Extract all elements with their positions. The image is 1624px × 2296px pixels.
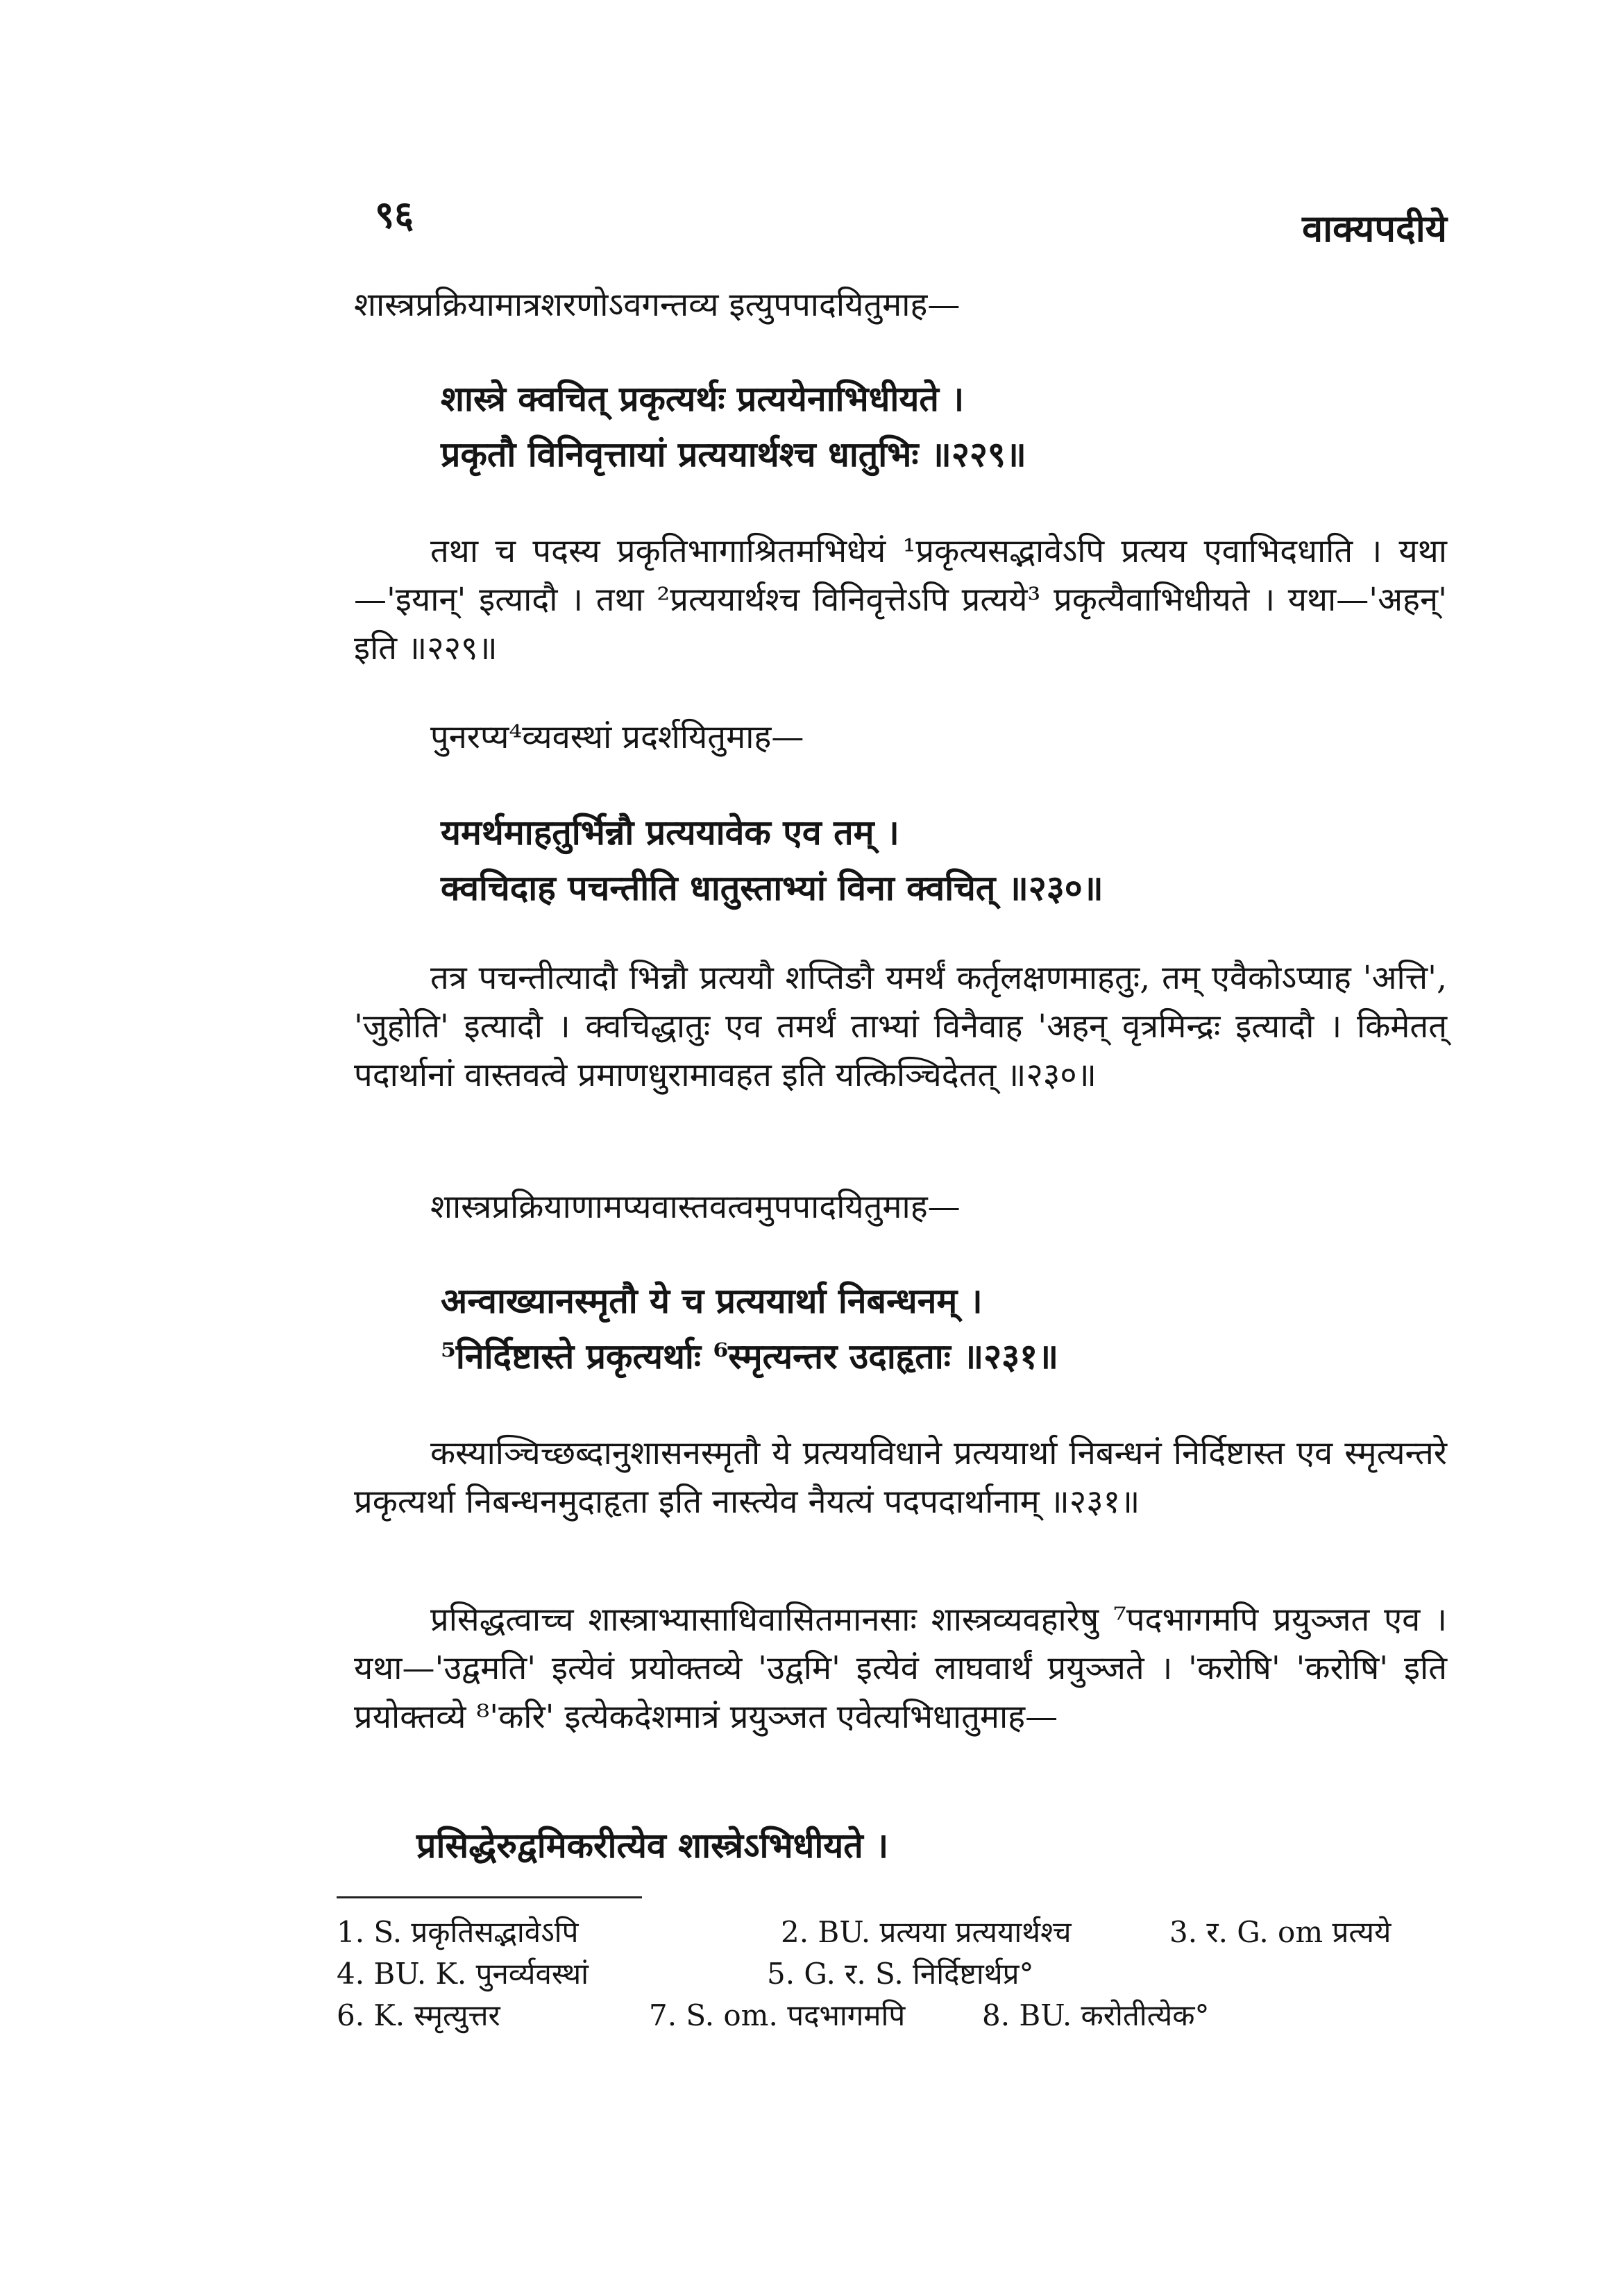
verse-229-line-2: प्रकृतौ विनिवृत्तायां प्रत्ययार्थश्च धातुभिः ॥२२९॥	[441, 434, 1026, 475]
verse-231-line-1: अन्वाख्यानस्मृतौ ये च प्रत्ययार्था निबन्धनम् ।	[441, 1280, 983, 1321]
footnote-1: 1. S. प्रकृतिसद्भावेऽपि	[337, 1915, 579, 1949]
footnote-7: 7. S. om. पदभागमपि	[649, 1998, 906, 2032]
verse-231-line-2: ⁵निर्दिष्टास्ते प्रकृत्यर्थाः ⁶स्मृत्यन्तर उदाहृताः ॥२३१॥	[441, 1336, 1059, 1377]
verse-229	[441, 371, 1026, 482]
verse-232	[416, 1818, 888, 1873]
verse-229-line-1: शास्त्रे क्वचित् प्रकृत्यर्थः प्रत्ययेनाभिधीयते ।	[441, 378, 965, 419]
verse-230-line-2: क्वचिदाह पचन्तीति धातुस्ताभ्यां विना क्वचित् ॥२३०॥	[441, 867, 1103, 908]
footnotes	[337, 1912, 1503, 2036]
footnote-4: 4. BU. K. पुनर्व्यवस्थां	[337, 1957, 589, 1991]
commentary-232: प्रसिद्धत्वाच्च शास्त्राभ्यासाधिवासितमानसाः शास्त्रव्यवहारेषु ⁷पदभागमपि प्रयुञ्जत एव । यथा—'उद्वमति' इत्येवं प्रयोक्तव्ये 'उद्वमि' इत्येवं लाघवार्थं प्रयुञ्जते । 'करोषि' 'करोषि' इति प्रयोक्तव्ये ⁸'करि' इत्येकदेशमात्रं प्रयुञ्जत एवेत्यभिधातुमाह—	[354, 1601, 1447, 1736]
footnote-2: 2. BU. प्रत्यया प्रत्ययार्थश्च	[781, 1915, 1072, 1949]
verse-231	[441, 1273, 1058, 1384]
intro-3: शास्त्रप्रक्रियाणामप्यवास्तवत्वमुपपादयितुमाह—	[430, 1188, 961, 1226]
commentary-229: तथा च पदस्य प्रकृतिभागाश्रितमभिधेयं ¹प्रकृत्यसद्भावेऽपि प्रत्यय एवाभिदधाति । यथा—'इयान्' इत्यादौ । तथा ²प्रत्ययार्थश्च विनिवृत्तेऽपि प्रत्यये³ प्रकृत्यैवाभिधीयते । यथा—'अहन्' इति ॥२२९॥	[354, 532, 1447, 667]
verse-230	[441, 805, 1103, 916]
verse-232-line-1: प्रसिद्धेरुद्वमिकरीत्येव शास्त्रेऽभिधीयते ।	[416, 1825, 889, 1866]
footnote-rule	[337, 1896, 642, 1898]
footnote-3: 3. र. G. om प्रत्यये	[1169, 1915, 1392, 1949]
intro-2: पुनरप्य⁴व्यवस्थां प्रदर्शयितुमाह—	[430, 718, 804, 756]
footnote-6: 6. K. स्मृत्युत्तर	[337, 1998, 500, 2032]
verse-230-line-1: यमर्थमाहतुर्भिन्नौ प्रत्ययावेक एव तम् ।	[441, 812, 899, 853]
footnote-row	[337, 1912, 1503, 1953]
footnote-8: 8. BU. करोतीत्येक°	[982, 1998, 1210, 2032]
footnote-5: 5. G. र. S. निर्दिष्टार्थप्र°	[767, 1957, 1034, 1991]
footnote-row	[337, 1953, 1503, 1995]
intro-1: शास्त्रप्रक्रियामात्रशरणोऽवगन्तव्य इत्युपपादयितुमाह—	[354, 286, 961, 324]
commentary-231: कस्याञ्चिच्छब्दानुशासनस्मृतौ ये प्रत्ययविधाने प्रत्ययार्था निबन्धनं निर्दिष्टास्त एव स्मृत्यन्तरे प्रकृत्यर्था निबन्धनमुदाहृता इति नास्त्येव नैयत्यं पदपदार्थानाम् ॥२३१॥	[354, 1434, 1447, 1521]
footnote-row	[337, 1995, 1503, 2036]
commentary-230: तत्र पचन्तीत्यादौ भिन्नौ प्रत्ययौ शप्तिङौ यमर्थं कर्तृलक्षणमाहतुः, तम् एवैकोऽप्याह 'अत्ति', 'जुहोति' इत्यादौ । क्वचिद्धातुः एव तमर्थं ताभ्यां विनैवाह 'अहन् वृत्रमिन्द्रः इत्यादौ । किमेतत् पदार्थानां वास्तवत्वे प्रमाणधुरामावहत इति यत्किञ्चिदेतत् ॥२३०॥	[354, 959, 1447, 1094]
page-number: ९६	[375, 192, 414, 237]
running-head: वाक्यपदीये	[1302, 206, 1447, 250]
